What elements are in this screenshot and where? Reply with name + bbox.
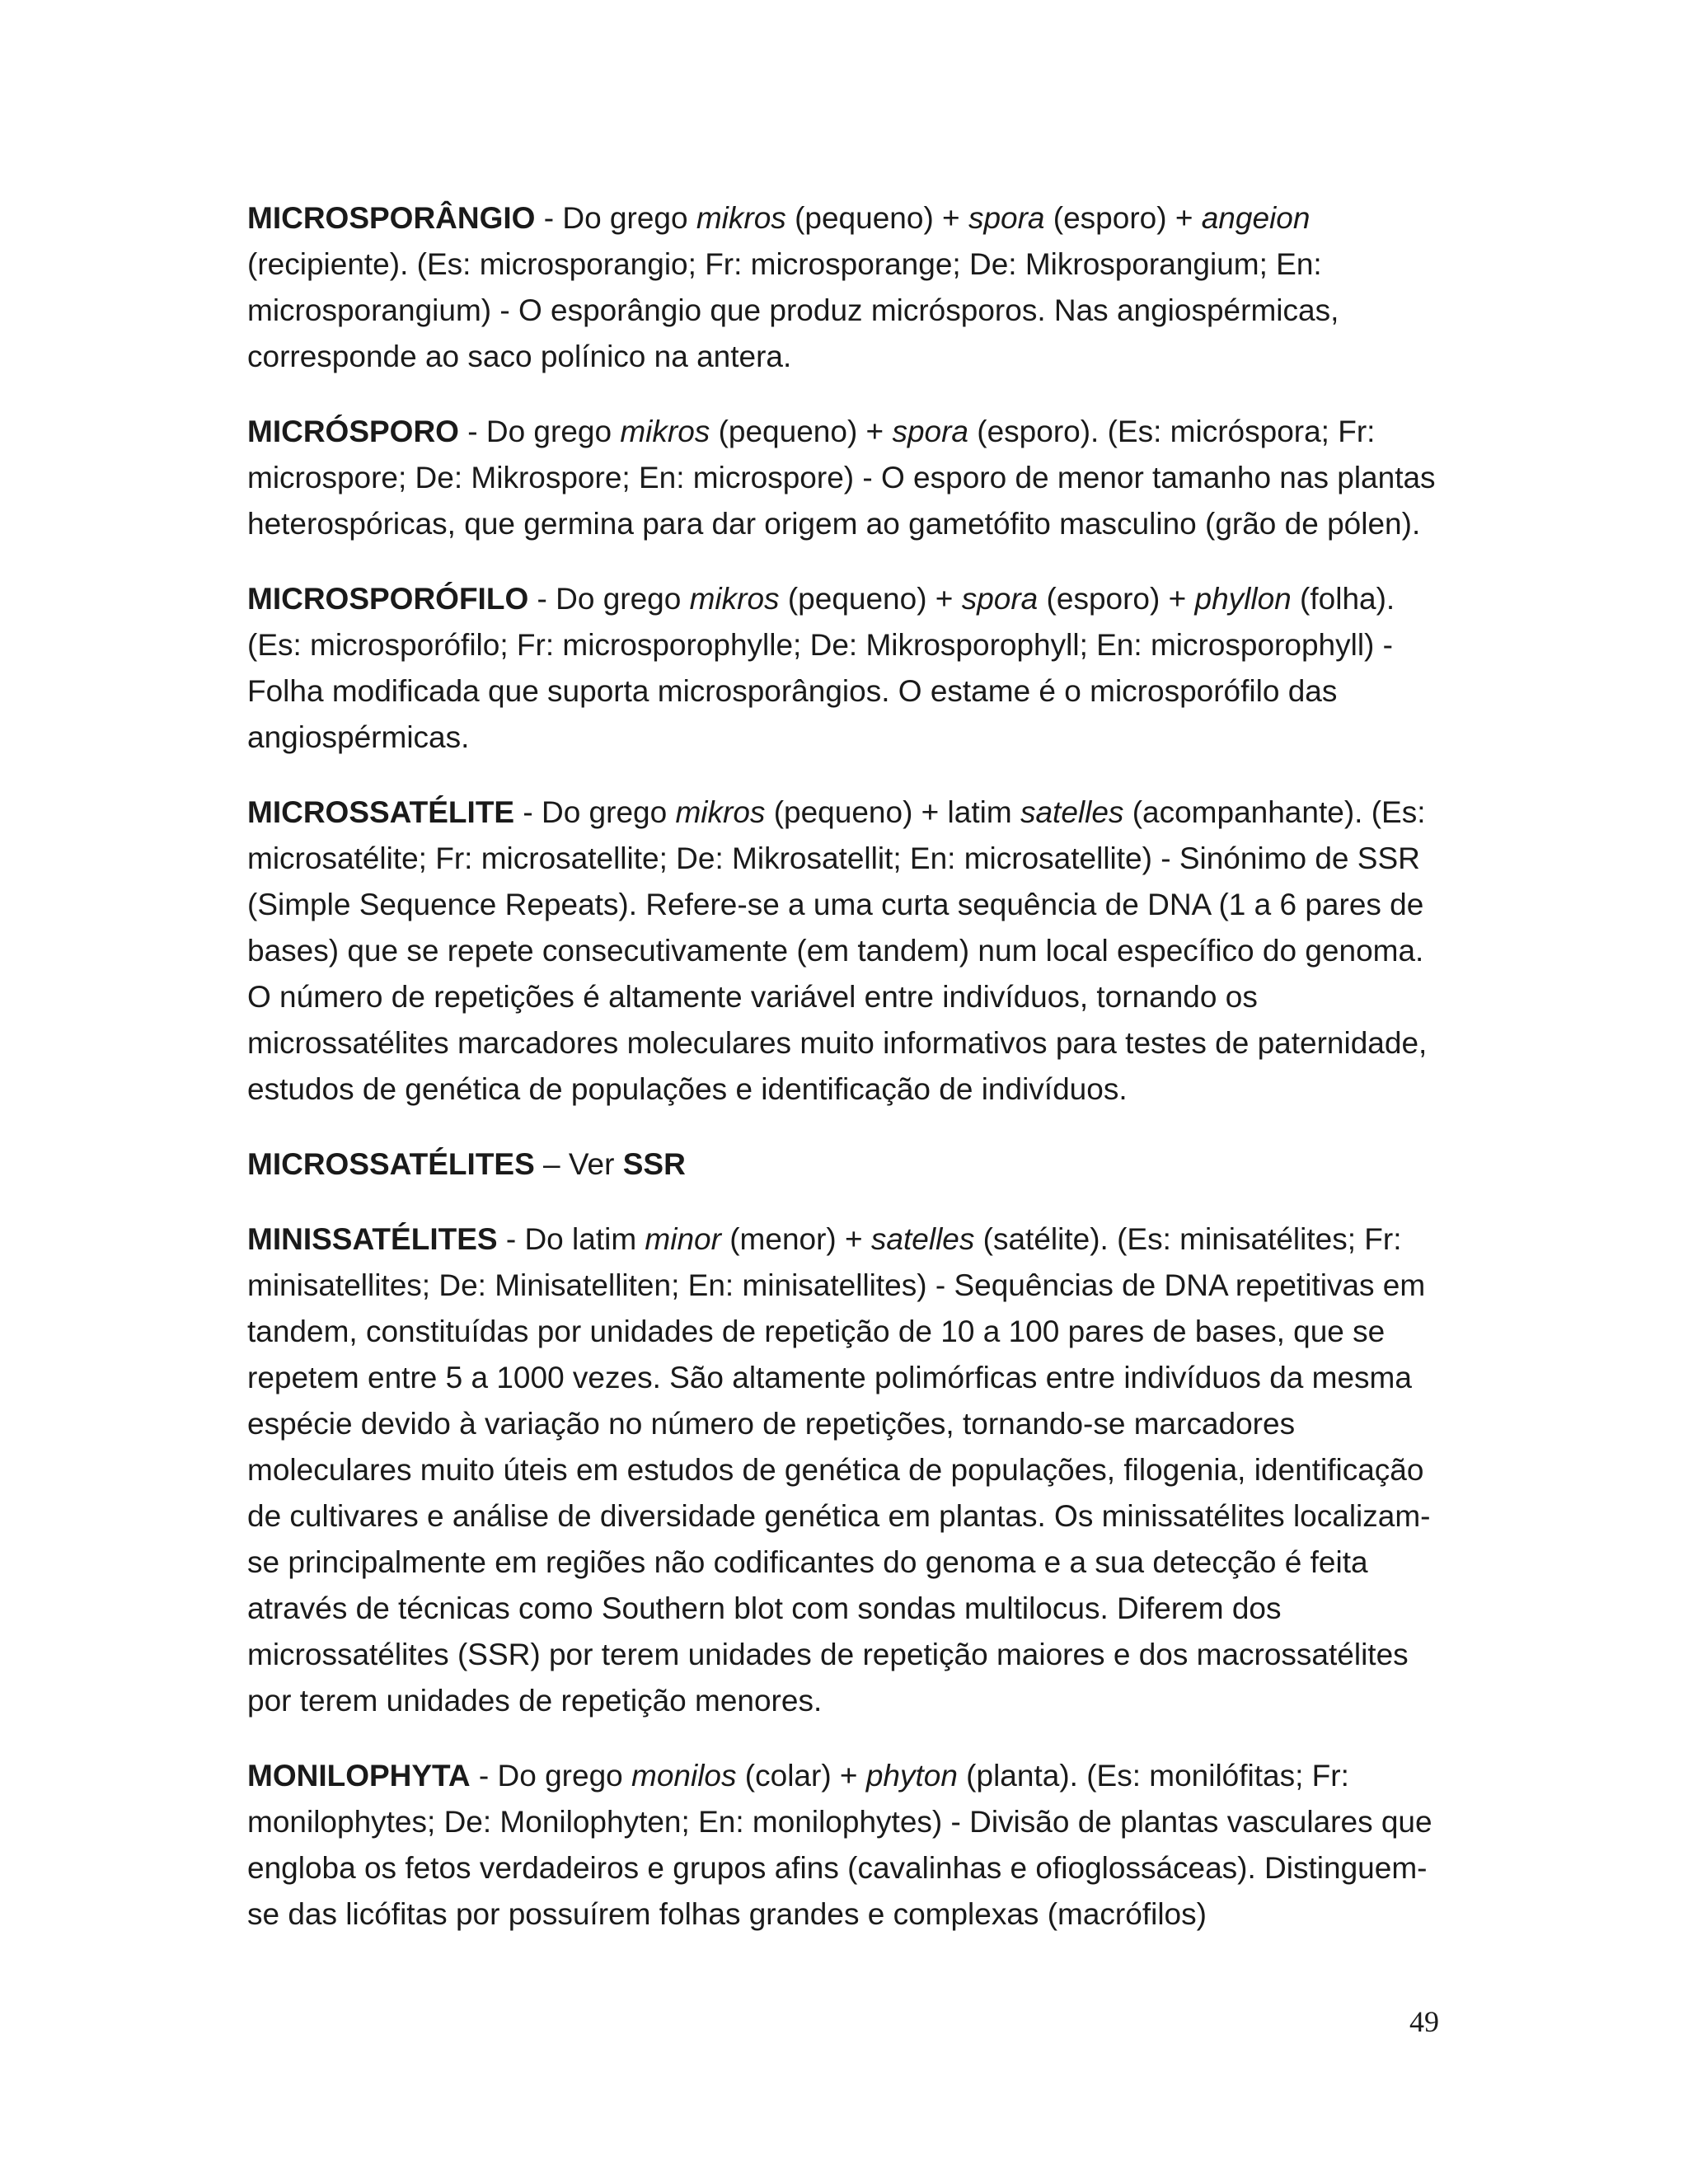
etymology-word: satelles: [870, 1222, 975, 1256]
entry-term: MICRÓSPORO: [247, 415, 459, 448]
entry-text: (acompanhante). (Es: microsatélite; Fr: microsatellite; De: Mikrosatellit; En: microsatellite) - Sinónimo de SSR (Simple Sequence Repeats). Refere-se a uma curta sequência de DNA (1 a 6 pares de bases) que se repete consecutivamente (em tandem) num local específico do genoma. O número de repetições é altamente variável entre indivíduos, tornando os microssatélites marcadores moleculares muito informativos para testes de paternidade, estudos de genética de populações e identificação de indivíduos.: [247, 795, 1428, 1106]
entry-text: - Do grego: [528, 582, 690, 616]
entry-text: (esporo). (Es: micróspora; Fr: microspore; De: Mikrospore; En: microspore) - O esporo de menor tamanho nas plantas heterospóricas, que germina para dar origem ao gametófito masculino (grão de pólen).: [247, 415, 1436, 541]
entry-text: (pequeno) + latim: [765, 795, 1020, 829]
entry-text: (colar) +: [736, 1759, 866, 1793]
entry-text: (esporo) +: [1044, 201, 1202, 235]
glossary-entry: [247, 576, 1442, 761]
etymology-word: angeion: [1201, 201, 1311, 235]
etymology-word: minor: [645, 1222, 721, 1256]
entry-text: (satélite). (Es: minisatélites; Fr: minisatellites; De: Minisatelliten; En: minisatellites) - Sequências de DNA repetitivas em tandem, constituídas por unidades de repetição de 10 a 100 pares de bases, que se repetem entre 5 a 1000 vezes. São altamente polimórficas entre indivíduos da mesma espécie devido à variação no número de repetições, tornando-se marcadores moleculares muito úteis em estudos de genética de populações, filogenia, identificação de cultivares e análise de diversidade genética em plantas. Os minissatélites localizam-se principalmente em regiões não codificantes do genoma e a sua detecção é feita através de técnicas como Southern blot com sondas multilocus. Diferem dos microssatélites (SSR) por terem unidades de repetição maiores e dos macrossatélites por terem unidades de repetição menores.: [247, 1222, 1431, 1718]
entry-text: (menor) +: [720, 1222, 871, 1256]
etymology-word: phyllon: [1194, 582, 1292, 616]
entry-text: – Ver: [534, 1147, 623, 1181]
etymology-word: phyton: [865, 1759, 958, 1793]
glossary-entry: [247, 1216, 1442, 1724]
page-number: 49: [1409, 2005, 1439, 2038]
glossary-entry: [247, 409, 1442, 547]
entry-term: MONILOPHYTA: [247, 1759, 471, 1793]
entry-text: - Do grego: [458, 415, 621, 448]
glossary-page-body: [247, 195, 1442, 1966]
glossary-entry: [247, 1141, 1442, 1188]
entry-text: (esporo) +: [1038, 582, 1195, 616]
etymology-word: mikros: [620, 415, 710, 448]
glossary-entry: [247, 790, 1442, 1113]
entry-text: - Do grego: [470, 1759, 632, 1793]
etymology-word: spora: [961, 582, 1039, 616]
glossary-entry: [247, 1753, 1442, 1938]
etymology-word: satelles: [1020, 795, 1124, 829]
etymology-word: mikros: [689, 582, 780, 616]
entry-text: (recipiente). (Es: microsporangio; Fr: microsporange; De: Mikrosporangium; En: microsporangium) - O esporângio que produz micrósporos. Nas angiospérmicas, corresponde ao saco polínico na antera.: [247, 247, 1339, 373]
entry-term: MICROSSATÉLITE: [247, 795, 515, 829]
entry-text: - Do grego: [514, 795, 676, 829]
entry-text: - Do grego: [535, 201, 696, 235]
glossary-entry: [247, 195, 1442, 380]
entry-text: (pequeno) +: [785, 201, 968, 235]
etymology-word: mikros: [696, 201, 786, 235]
entry-term: MICROSSATÉLITES: [247, 1147, 535, 1181]
entry-text: - Do latim: [497, 1222, 645, 1256]
etymology-word: spora: [968, 201, 1045, 235]
etymology-word: mikros: [675, 795, 766, 829]
entry-term: MICROSPORÓFILO: [247, 582, 529, 616]
entry-text: (folha). (Es: microsporófilo; Fr: microsporophylle; De: Mikrosporophyll; En: microsporophyll) - Folha modificada que suporta microsporângios. O estame é o microsporófilo das angiospérmicas.: [247, 582, 1395, 754]
entry-text: (pequeno) +: [710, 415, 893, 448]
etymology-word: monilos: [631, 1759, 737, 1793]
etymology-word: spora: [892, 415, 968, 448]
entry-text: (planta). (Es: monilófitas; Fr: monilophytes; De: Monilophyten; En: monilophytes) - Divisão de plantas vasculares que engloba os fetos verdadeiros e grupos afins (cavalinhas e ofioglossáceas). Distinguem-se das licófitas por possuírem folhas grandes e complexas (macrófilos): [247, 1759, 1432, 1931]
entry-term: MINISSATÉLITES: [247, 1222, 498, 1256]
entry-text: (pequeno) +: [779, 582, 962, 616]
cross-reference-term: SSR: [622, 1147, 686, 1181]
entry-term: MICROSPORÂNGIO: [247, 201, 536, 235]
